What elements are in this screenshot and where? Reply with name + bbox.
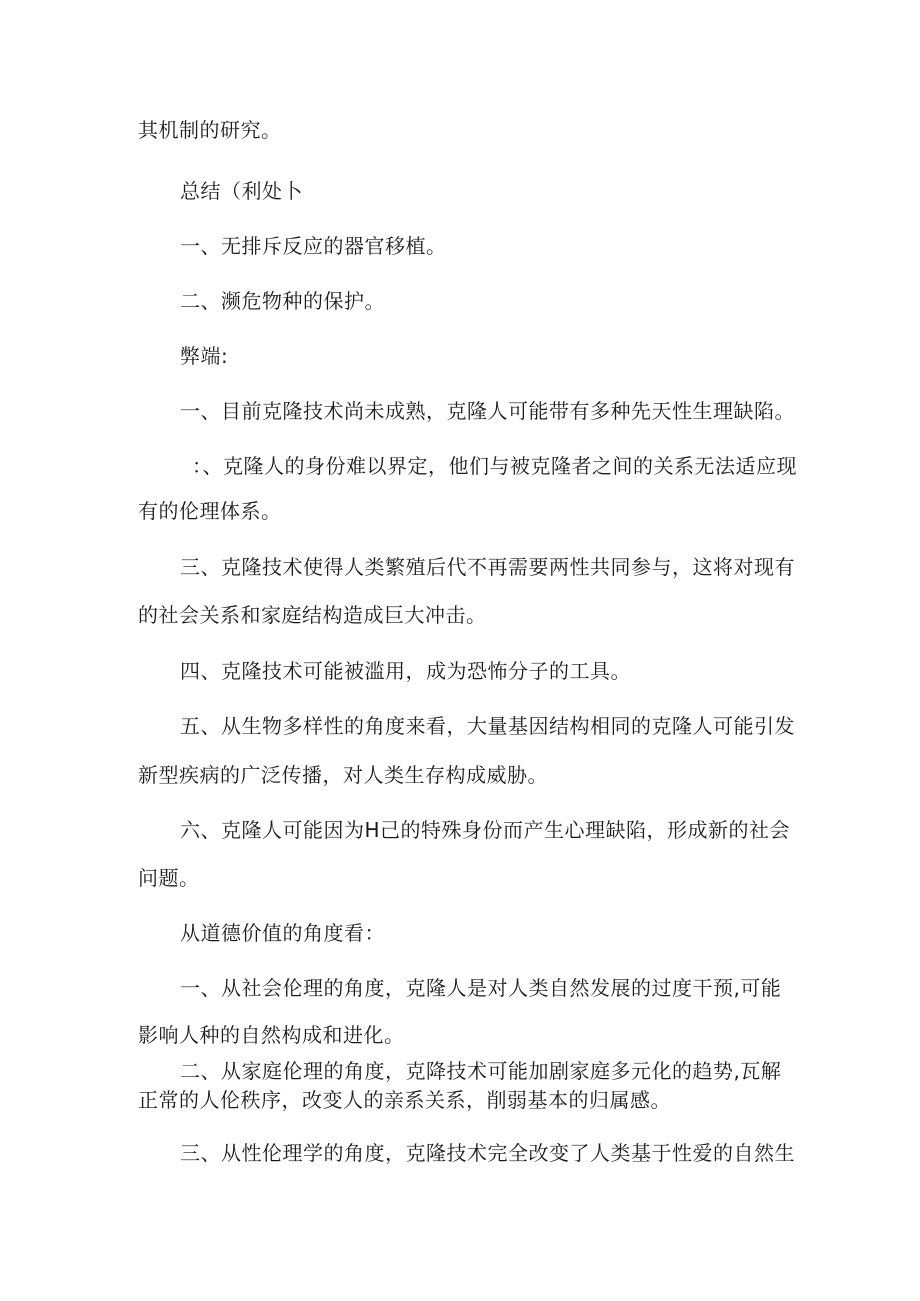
text-line: 一、目前克隆技术尚未成熟，克隆人可能带有多种先天性生理缺陷。 <box>180 399 795 423</box>
text-line: 六、克隆人可能因为H己的特殊身份而产生心理缺陷，形成新的社会 <box>180 818 791 842</box>
text-line: 的社会关系和家庭结构造成巨大冲击。 <box>138 603 487 627</box>
text-line: ：、克隆人的身份难以界定，他们与被克隆者之间的关系无法适应现 <box>192 454 797 478</box>
text-line: 新型疾病的广泛传播，对人类生存构成威胁。 <box>138 763 548 787</box>
text-line: 其机制的研究。 <box>138 118 282 142</box>
text-line: 正常的人伦秩序，改变人的亲系关系，削弱基本的归属感。 <box>138 1088 671 1112</box>
section-heading-moral: 从道德价值的角度看： <box>180 921 385 945</box>
text-line: 二、从家庭伦理的角度，克降技术可能加剧家庭多元化的趋势,瓦解 <box>180 1059 782 1083</box>
text-line: 二、濒危物种的保护。 <box>180 289 385 313</box>
text-line: 有的伦理体系。 <box>138 499 282 523</box>
section-heading-benefits: 总结（利处卜 <box>180 179 303 203</box>
text-line: 一、从社会伦理的角度，克隆人是对人类自然发展的过度干预,可能 <box>180 976 782 1000</box>
text-line: 四、克隆技术可能被滥用，成为恐怖分子的工具。 <box>180 659 631 683</box>
text-line: 三、克隆技术使得人类繁殖后代不再需要两性共同参与，这将对现有 <box>180 555 795 579</box>
text-line: 一、无排斥反应的器官移植。 <box>180 234 447 258</box>
text-line: 三、从性伦理学的角度，克隆技术完全改变了人类基于性爱的自然生 <box>180 1141 795 1165</box>
text-line: 问题。 <box>138 866 200 890</box>
text-line: 五、从生物多样性的角度来看，大量基因结构相同的克隆人可能引发 <box>180 714 795 738</box>
text-line: 影响人种的自然构成和进化。 <box>138 1023 405 1047</box>
section-heading-drawbacks: 弊端: <box>180 344 229 368</box>
